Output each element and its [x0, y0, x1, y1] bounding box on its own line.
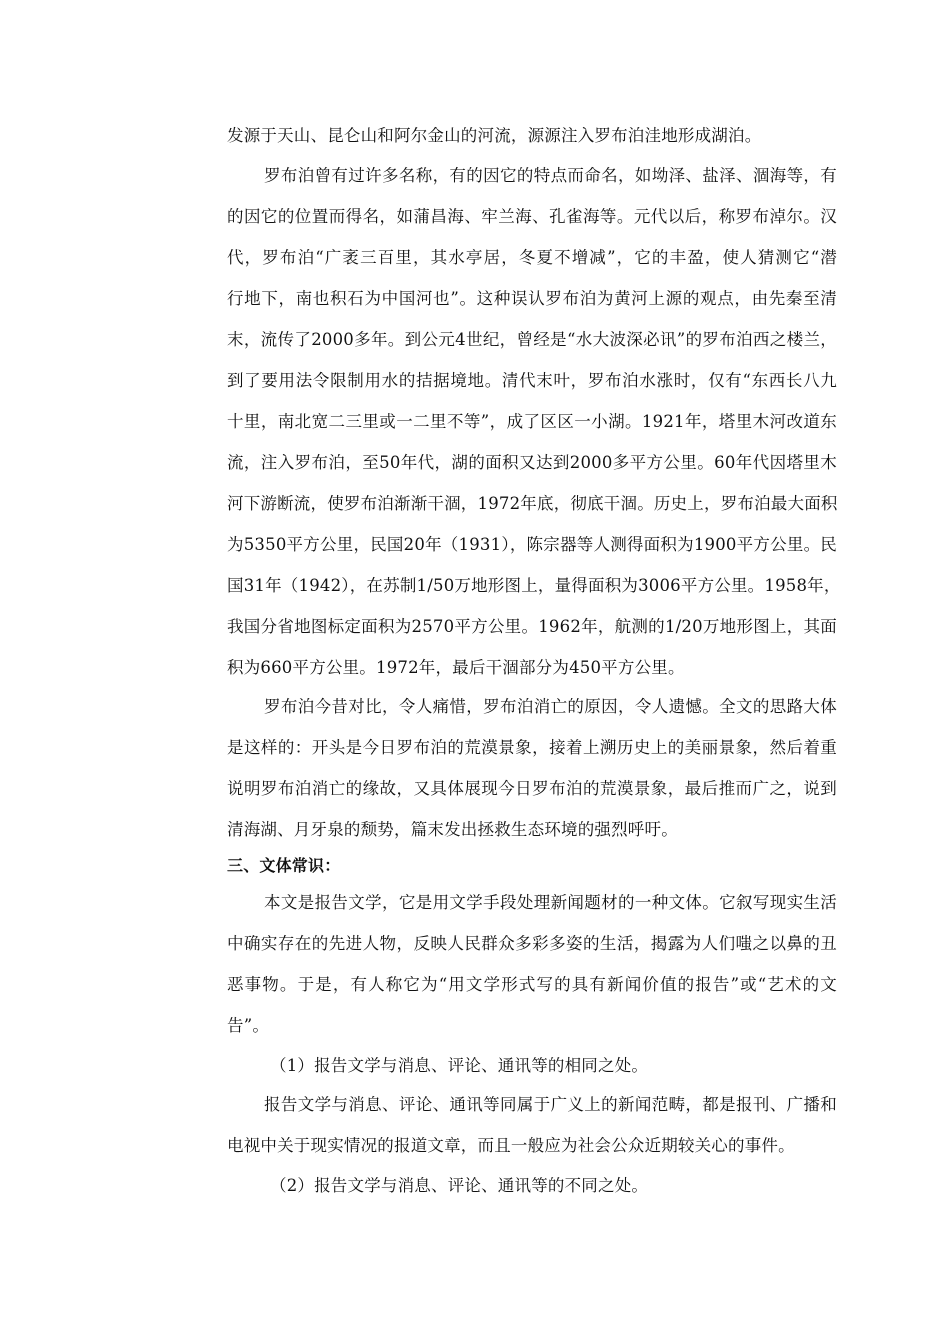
paragraph-line: 恶事物。于是，有人称它为“用文学形式写的具有新闻价值的报告”或“艺术的文 — [227, 975, 837, 994]
paragraph-line: 报告文学与消息、评论、通讯等同属于广义上的新闻范畴，都是报刊、广播和 — [264, 1095, 837, 1114]
paragraph-line: 为5350平方公里，民国20年（1931），陈宗器等人测得面积为1900平方公里。民 — [227, 535, 837, 554]
paragraph-line: 电视中关于现实情况的报道文章，而且一般应为社会公众近期较关心的事件。 — [227, 1136, 795, 1155]
subheading-line: （2）报告文学与消息、评论、通讯等的不同之处。 — [270, 1176, 649, 1195]
paragraph-line: 发源于天山、昆仑山和阿尔金山的河流，源源注入罗布泊洼地形成湖泊。 — [227, 126, 762, 145]
paragraph-line: 代，罗布泊“广袤三百里，其水亭居，冬夏不增减”，它的丰盈，使人猜测它“潜 — [227, 248, 837, 267]
paragraph-line: 中确实存在的先进人物，反映人民群众多彩多姿的生活，揭露为人们嗤之以鼻的丑 — [227, 934, 837, 953]
paragraph-line: 国31年（1942），在苏制1/50万地形图上，量得面积为3006平方公里。1958年， — [227, 576, 841, 595]
paragraph-line: 末，流传了2000多年。到公元4世纪，曾经是“水大波深必讯”的罗布泊西之楼兰， — [227, 330, 837, 349]
paragraph-line: 我国分省地图标定面积为2570平方公里。1962年，航测的1/20万地形图上，其面 — [227, 617, 837, 636]
paragraph-line: 流，注入罗布泊，至50年代，湖的面积又达到2000多平方公里。60年代因塔里木 — [227, 453, 837, 472]
paragraph-line: 说明罗布泊消亡的缘故，又具体展现今日罗布泊的荒漠景象，最后推而广之，说到 — [227, 779, 837, 798]
subheading-line: （1）报告文学与消息、评论、通讯等的相同之处。 — [270, 1056, 649, 1075]
paragraph-line: 的因它的位置而得名，如蒲昌海、牢兰海、孔雀海等。元代以后，称罗布淖尔。汉 — [227, 207, 837, 226]
paragraph-line: 本文是报告文学，它是用文学手段处理新闻题材的一种文体。它叙写现实生活 — [264, 893, 837, 912]
paragraph-line: 十里，南北宽二三里或一二里不等”，成了区区一小湖。1921年，塔里木河改道东 — [227, 412, 837, 431]
paragraph-line: 清海湖、月牙泉的颓势，篇末发出拯救生态环境的强烈呼吁。 — [227, 820, 678, 839]
paragraph-line: 是这样的：开头是今日罗布泊的荒漠景象，接着上溯历史上的美丽景象，然后着重 — [227, 738, 837, 757]
paragraph-line: 行地下，南也积石为中国河也”。这种误认罗布泊为黄河上源的观点，由先秦至清 — [227, 289, 837, 308]
paragraph-line: 告”。 — [227, 1016, 270, 1035]
paragraph-line: 到了要用法令限制用水的拮据境地。清代末叶，罗布泊水涨时，仅有“东西长八九 — [227, 371, 837, 390]
paragraph-line: 罗布泊今昔对比，令人痛惜，罗布泊消亡的原因，令人遗憾。全文的思路大体 — [264, 697, 837, 716]
paragraph-line: 积为660平方公里。1972年，最后干涸部分为450平方公里。 — [227, 658, 685, 677]
paragraph-line: 河下游断流，使罗布泊渐渐干涸，1972年底，彻底干涸。历史上，罗布泊最大面积 — [227, 494, 838, 513]
paragraph-line: 罗布泊曾有过许多名称，有的因它的特点而命名，如坳泽、盐泽、涸海等，有 — [264, 166, 837, 185]
section-heading: 三、文体常识： — [227, 856, 341, 875]
